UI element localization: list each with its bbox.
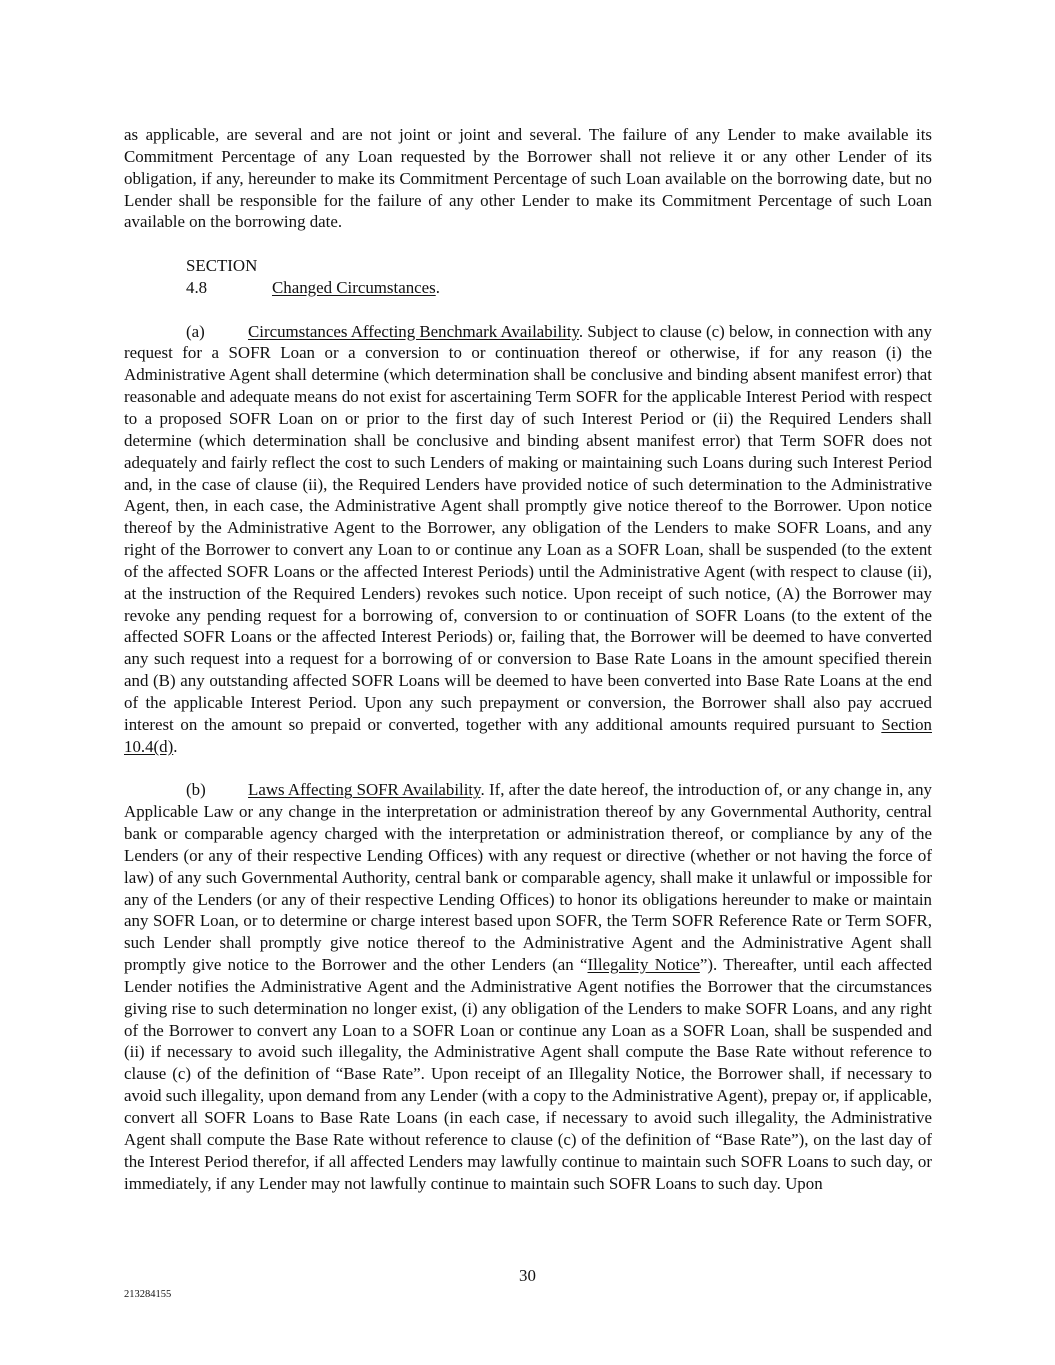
clause-a-body: . Subject to clause (c) below, in connection with any request for a SOFR Loan or a conversion to or continuation thereof or otherwise, if for any reason (i) the Administrative Agent shall determine (which determination shall be conclusive and binding absent manifest error) that reasonable and adequate means do not exist for ascertaining Term SOFR for the applicable Interest Period with respect to a proposed SOFR Loan on or prior to the first day of such Interest Period or (ii) the Required Lenders shall determine (which determination shall be conclusive and binding absent manifest error) that Term SOFR does not adequately and fairly reflect the cost to such Lenders of making or maintaining such Loans during such Interest Period and, in the case of clause (ii), the Required Lenders have provided notice of such determination to the Administrative Agent, then, in each case, the Administrative Agent shall promptly give notice thereof to the Borrower. Upon notice thereof by the Administrative Agent to the Borrower, any obligation of the Lenders to make SOFR Loans, and any right of the Borrower to convert any Loan to or continue any Loan as a SOFR Loan, shall be suspended (to the extent of the affected SOFR Loans or the affected Interest Periods) until the Administrative Agent (with respect to clause (ii), at the instruction of the Required Lenders) revokes such notice. Upon receipt of such notice, (A) the Borrower may revoke any pending request for a borrowing of, conversion to or continuation of SOFR Loans (to the extent of the affected SOFR Loans or the affected Interest Periods) or, failing that, the Borrower will be deemed to have converted any such request into a request for a borrowing of or conversion to Base Rate Loans in the amount specified therein and (B) any outstanding affected SOFR Loans will be deemed to have been converted into Base Rate Loans at the end of the applicable Interest Period. Upon any such prepayment or conversion, the Borrower shall also pay accrued interest on the amount so prepaid or converted, together with any additional amounts required pursuant to	[124, 321, 932, 734]
section-title: Changed Circumstances	[272, 277, 436, 297]
section-title-suffix: .	[435, 277, 440, 297]
clause-b-heading: Laws Affecting SOFR Availability	[248, 780, 481, 800]
section-heading	[186, 255, 932, 299]
document-id: 213284155	[124, 1289, 172, 1300]
clause-b-body-part-2: ”). Thereafter, until each affected Lender notifies the Administrative Agent and the Administrative Agent notifies the Borrower that the circumstances giving rise to such determination no longer exist, (i) any obligation of the Lenders to make SOFR Loans, and any right of the Borrower to convert any Loan to a SOFR Loan or continue any Loan as a SOFR Loan, shall be suspended and (ii) if necessary to avoid such illegality, the Administrative Agent shall compute the Base Rate without reference to clause (c) of the definition of “Base Rate”. Upon receipt of an Illegality Notice, the Borrower shall, if necessary to avoid such illegality, upon demand from any Lender (with a copy to the Administrative Agent), prepay or, if applicable, convert all SOFR Loans to Base Rate Loans (in each case, if necessary to avoid such illegality, the Administrative Agent shall compute the Base Rate without reference to clause (c) of the definition of “Base Rate”), on the last day of the Interest Period therefor, if all affected Lenders may lawfully continue to maintain such SOFR Loans to such day, or immediately, if any Lender may not lawfully continue to maintain such SOFR Loans to such day. Upon	[124, 955, 933, 1193]
document-page	[124, 124, 932, 1216]
clause-a-paragraph	[124, 321, 932, 758]
clause-a-end: .	[173, 736, 178, 756]
section-number: SECTION 4.8	[186, 256, 258, 297]
defined-term-illegality-notice: Illegality Notice	[587, 955, 700, 975]
section-reference-link: Section 10.4(d)	[124, 714, 932, 756]
clause-a-marker: (a)	[186, 321, 205, 341]
intro-paragraph: as applicable, are several and are not joint or joint and several. The failure of any Lender to make available its Commitment Percentage of any Loan requested by the Borrower shall not relieve it or any other Lender of its obligation, if any, hereunder to make its Commitment Percentage of such Loan available on the borrowing date, but no Lender shall be responsible for the failure of any other Lender to make its Commitment Percentage of such Loan available on the borrowing date.	[124, 125, 932, 232]
page-number: 30	[519, 1266, 536, 1285]
clause-a-heading: Circumstances Affecting Benchmark Availability	[248, 321, 579, 341]
clause-b-body-part-1: . If, after the date hereof, the introduction of, or any change in, any Applicable Law or any change in the interpretation or administration thereof by any Governmental Authority, central bank or comparable agency charged with the interpretation or administration thereof, or compliance by any of the Lenders (or any of their respective Lending Offices) with any request or directive (whether or not having the force of law) of any such Governmental Authority, central bank or comparable agency, shall make it unlawful or impossible for any of the Lenders (or any of their respective Lending Offices) to honor its obligations hereunder to make or maintain any SOFR Loan, or to determine or charge interest based upon SOFR, the Term SOFR Reference Rate or Term SOFR, such Lender shall promptly give notice thereof to the Administrative Agent and the Administrative Agent shall promptly give notice to the Borrower and the other Lenders (an “	[124, 780, 932, 975]
clause-b-paragraph	[124, 779, 932, 1194]
clause-b-marker: (b)	[186, 780, 206, 800]
